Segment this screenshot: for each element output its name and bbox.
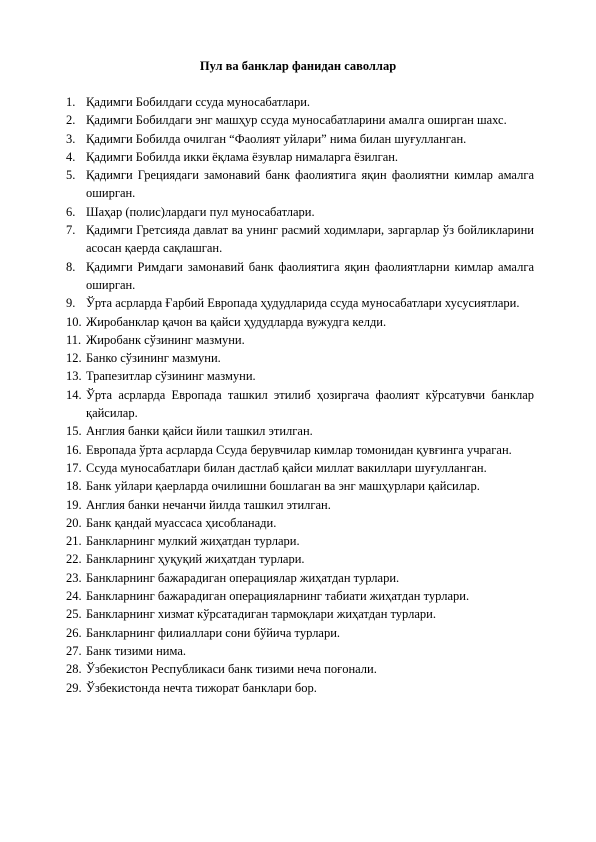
question-item: [66, 441, 534, 459]
question-number: 9.: [66, 296, 76, 311]
question-number: 23.: [66, 570, 82, 585]
question-number: 14.: [66, 387, 82, 402]
question-text: Банкларнинг бажарадиган операциялар жиҳатдан турлари.: [86, 570, 400, 585]
question-item: [66, 258, 534, 295]
question-number: 3.: [66, 131, 76, 146]
question-text: Қадимги Бобилдаги энг машҳур ссуда муносабатларини амалга оширган шахс.: [86, 113, 507, 128]
question-text: Банкларнинг филиаллари сони бўйича турлари.: [86, 625, 341, 640]
question-text: Қадимги Бобилда очилган “Фаолият уйлари” нима билан шуғулланган.: [86, 131, 467, 146]
question-text: Жиробанк сўзининг мазмуни.: [86, 332, 245, 347]
question-item: [66, 331, 534, 349]
question-text: Трапезитлар сўзининг мазмуни.: [86, 369, 256, 384]
question-item: [66, 422, 534, 440]
question-item: [66, 514, 534, 532]
question-item: [66, 93, 534, 111]
question-item: [66, 386, 534, 423]
question-item: [66, 569, 534, 587]
question-text: Ўрта асрларда Европада ташкил этилиб ҳозиргача фаолият кўрсатувчи банклар қайсилар.: [86, 387, 534, 421]
question-text: Ссуда муносабатлари билан дастлаб қайси миллат вакиллари шуғулланган.: [86, 460, 487, 475]
question-item: [66, 111, 534, 129]
question-text: Ўзбекистон Республикаси банк тизими неча поғонали.: [86, 662, 377, 677]
question-list: [66, 93, 534, 697]
question-item: [66, 367, 534, 385]
question-item: [66, 587, 534, 605]
question-number: 15.: [66, 424, 82, 439]
question-text: Банкларнинг мулкий жиҳатдан турлари.: [86, 534, 300, 549]
question-item: [66, 166, 534, 203]
question-item: [66, 679, 534, 697]
question-number: 28.: [66, 662, 82, 677]
question-text: Банкларнинг бажарадиган операцияларнинг табиати жиҳатдан турлари.: [86, 589, 470, 604]
question-number: 2.: [66, 113, 76, 128]
question-number: 11.: [66, 332, 82, 347]
question-item: [66, 130, 534, 148]
question-number: 13.: [66, 369, 82, 384]
question-item: [66, 532, 534, 550]
question-item: [66, 605, 534, 623]
question-number: 20.: [66, 515, 82, 530]
question-item: [66, 294, 534, 312]
question-text: Банкларнинг хизмат кўрсатадиган тармоқлари жиҳатдан турлари.: [86, 607, 436, 622]
question-number: 22.: [66, 552, 82, 567]
question-item: [66, 550, 534, 568]
question-text: Европада ўрта асрларда Ссуда берувчилар кимлар томонидан қувғинга учраган.: [86, 442, 512, 457]
question-number: 27.: [66, 643, 82, 658]
question-number: 8.: [66, 259, 76, 274]
question-number: 7.: [66, 223, 76, 238]
question-text: Ўрта асрларда Ғарбий Европада ҳудудларида ссуда муносабатлари хусусиятлари.: [86, 296, 520, 311]
question-item: [66, 221, 534, 258]
question-text: Қадимги Бобилдаги ссуда муносабатлари.: [86, 95, 311, 109]
question-text: Англия банки нечанчи йилда ташкил этилган.: [86, 497, 331, 512]
question-item: [66, 477, 534, 495]
question-item: [66, 148, 534, 166]
question-text: Банк қандай муассаса ҳисобланади.: [86, 515, 277, 530]
question-number: 16.: [66, 442, 82, 457]
question-number: 5.: [66, 168, 76, 183]
question-text: Банк тизими нима.: [86, 643, 186, 658]
question-text: Ўзбекистонда нечта тижорат банклари бор.: [86, 680, 317, 695]
question-number: 21.: [66, 534, 82, 549]
question-item: [66, 624, 534, 642]
question-text: Банкларнинг ҳуқуқий жиҳатдан турлари.: [86, 552, 305, 567]
question-text: Қадимги Римдаги замонавий банк фаолиятига яқин фаолиятларни кимлар амалга оширган.: [86, 259, 534, 292]
question-text: Банко сўзининг мазмуни.: [86, 351, 221, 366]
question-number: 6.: [66, 204, 76, 219]
question-text: Шаҳар (полис)лардаги пул муносабатлари.: [86, 204, 315, 219]
question-item: [66, 459, 534, 477]
question-item: [66, 349, 534, 367]
question-number: 17.: [66, 460, 82, 475]
question-text: Қадимги Грециядаги замонавий банк фаолиятига яқин фаолиятни кимлар амалга оширган.: [86, 168, 534, 201]
page-title: Пул ва банклар фанидан саволлар: [199, 59, 397, 73]
question-text: Жиробанклар қачон ва қайси ҳудудларда вужудга келди.: [86, 314, 387, 329]
question-number: 18.: [66, 479, 82, 494]
question-text: Қадимги Гретсияда давлат ва унинг расмий ходимлари, заргарлар ўз бойликларини асосан қаерда сақлашган.: [86, 223, 534, 256]
question-number: 19.: [66, 497, 82, 512]
question-text: Қадимги Бобилда икки ёқлама ёзувлар нималарга ёзилган.: [86, 149, 399, 164]
question-item: [66, 313, 534, 331]
question-item: [66, 660, 534, 678]
question-item: [66, 496, 534, 514]
question-number: 24.: [66, 589, 82, 604]
question-number: 26.: [66, 625, 82, 640]
question-item: [66, 642, 534, 660]
question-number: 1.: [66, 95, 76, 109]
question-number: 29.: [66, 680, 82, 695]
question-item: [66, 203, 534, 221]
question-number: 4.: [66, 149, 76, 164]
question-number: 10.: [66, 314, 82, 329]
question-text: Банк уйлари қаерларда очилишни бошлаган ва энг машҳурлари қайсилар.: [86, 479, 480, 494]
question-number: 25.: [66, 607, 82, 622]
question-number: 12.: [66, 351, 82, 366]
question-text: Англия банки қайси йили ташкил этилган.: [86, 424, 313, 439]
